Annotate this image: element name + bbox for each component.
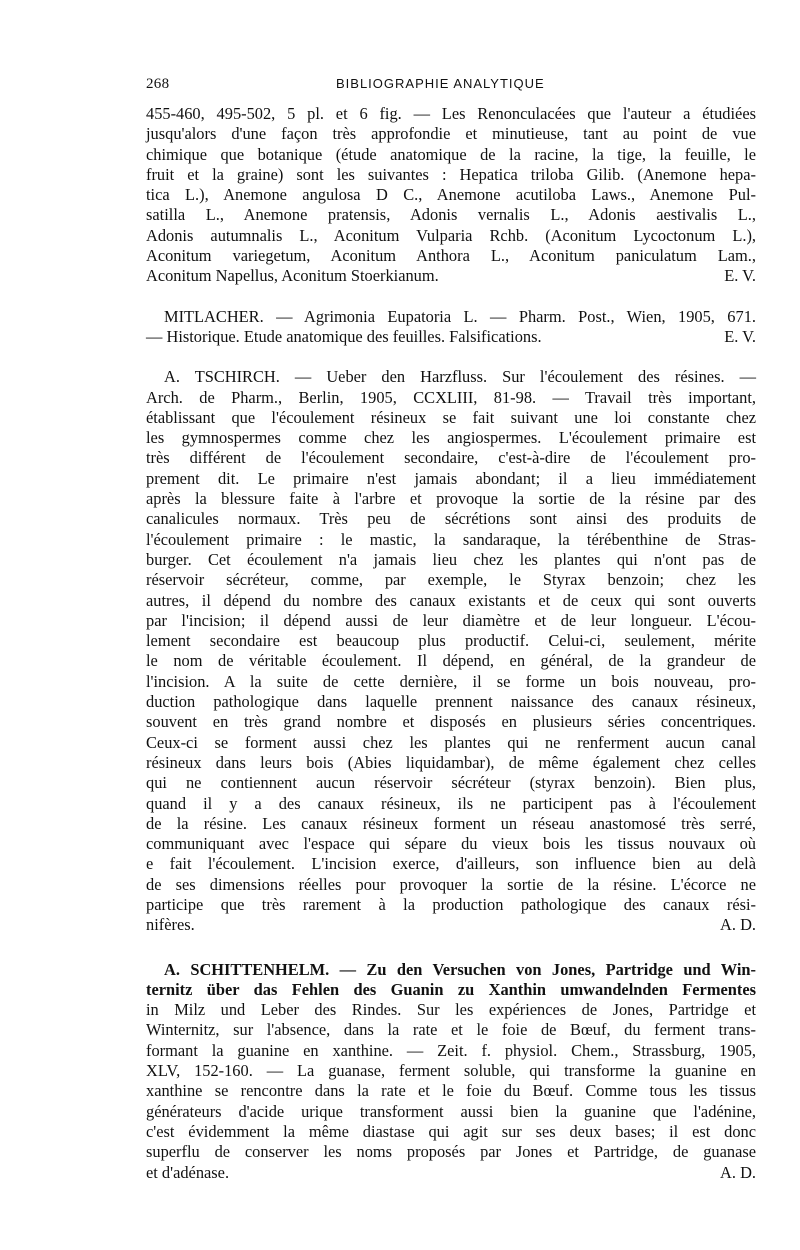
text-line — [146, 915, 756, 935]
author-signature: E. V. — [724, 326, 756, 346]
text-line: Winternitz, sur l'absence, dans la rate et le foie de Bœuf, du ferment trans- — [146, 1020, 756, 1040]
text-line: établissant que l'écoulement résineux se fait suivant une loi constante chez — [146, 407, 756, 427]
text-line: c'est évidemment la même diastase qui agit sur ses deux bases; il est donc — [146, 1121, 756, 1141]
text-line — [146, 327, 756, 347]
text-line: duction pathologique dans laquelle prennent naissance des canaux résineux, — [146, 692, 756, 712]
text-line-last: Aconitum Napellus, Aconitum Stoerkianum. — [146, 266, 439, 286]
text-line: xanthine se rencontre dans la rate et le foie du Bœuf. Comme tous les tissus — [146, 1081, 756, 1101]
text-line: résineux dans leurs bois (Abies liquidambar), de même également chez celles — [146, 752, 756, 772]
running-title: BIBLIOGRAPHIE ANALYTIQUE — [336, 76, 545, 91]
bibliography-entry — [146, 367, 756, 935]
text-line: autres, il dépend du nombre des canaux existants et de ceux qui sont ouverts — [146, 590, 756, 610]
bibliography-entry — [146, 307, 756, 348]
author-signature: E. V. — [724, 266, 756, 286]
text-line: par l'incision; il dépend aussi de leur diamètre et de leur longueur. L'écou- — [146, 610, 756, 630]
document-body — [146, 104, 756, 1183]
text-line: prement dit. Le primaire n'est jamais abondant; il a lieu immédiatement — [146, 468, 756, 488]
text-line-last: et d'adénase. — [146, 1162, 230, 1182]
text-line: tica L.), Anemone angulosa D C., Anemone acutiloba Laws., Anemone Pul- — [146, 185, 756, 205]
author-signature: A. D. — [720, 1162, 756, 1182]
bibliography-entry — [146, 104, 756, 287]
text-line: Aconitum variegetum, Aconitum Anthora L., Aconitum paniculatum Lam., — [146, 246, 756, 266]
text-line: XLV, 152-160. — La guanase, ferment soluble, qui transforme la guanine en — [146, 1061, 756, 1081]
text-line: souvent en très grand nombre et disposés en plusieurs séries concentriques. — [146, 712, 756, 732]
text-line: l'incision. A la suite de cette dernière, il se forme un bois nouveau, pro- — [146, 671, 756, 691]
text-line: jusqu'alors d'une façon très approfondie et minutieuse, tant au point de vue — [146, 124, 756, 144]
text-line: burger. Cet écoulement n'a jamais lieu chez les plantes qui n'ont pas de — [146, 549, 756, 569]
text-line: Adonis autumnalis L., Aconitum Vulparia Rchb. (Aconitum Lycoctonum L.), — [146, 225, 756, 245]
text-line: communiquant avec l'espace qui sépare du vieux bois les tissus nouvaux où — [146, 834, 756, 854]
bibliography-entry — [146, 960, 756, 1183]
text-line: MITLACHER. — Agrimonia Eupatoria L. — Pharm. Post., Wien, 1905, 671. — [164, 306, 756, 326]
text-line: ternitz über das Fehlen des Guanin zu Xanthin umwandelnden Fermentes — [146, 979, 756, 999]
text-line: canalicules normaux. Très peu de sécrétions sont ainsi des produits de — [146, 509, 756, 529]
page-number: 268 — [146, 76, 170, 92]
text-line: formant la guanine en xanthine. — Zeit. f. physiol. Chem., Strassburg, 1905, — [146, 1040, 756, 1060]
text-line: générateurs d'acide urique transforment aussi bien la guanine que l'adénine, — [146, 1101, 756, 1121]
text-line: après la blessure faite à l'arbre et provoque la sortie de la résine par des — [146, 489, 756, 509]
text-line: fruit et la graine) sont les suivantes : Hepatica triloba Gilib. (Anemone hepa- — [146, 164, 756, 184]
text-line: très différent de l'écoulement secondaire, c'est-à-dire de l'écoulement pro- — [146, 448, 756, 468]
text-line: satilla L., Anemone pratensis, Adonis vernalis L., Adonis aestivalis L., — [146, 205, 756, 225]
text-line: chimique que botanique (étude anatomique de la racine, la tige, la feuille, le — [146, 144, 756, 164]
text-line: les gymnospermes comme chez les angiospermes. L'écoulement primaire est — [146, 428, 756, 448]
text-line: A. SCHITTENHELM. — Zu den Versuchen von Jones, Partridge und Win- — [164, 959, 756, 979]
text-line: lement secondaire est beaucoup plus productif. Celui-ci, seulement, mérite — [146, 631, 756, 651]
text-line: superflu de conserver les noms proposés par Jones et Partridge, de guanase — [146, 1142, 756, 1162]
text-line — [146, 266, 756, 286]
text-line: Arch. de Pharm., Berlin, 1905, CCXLIII, 81-98. — Travail très important, — [146, 387, 756, 407]
text-line: quand il y a des canaux résineux, ils ne participent pas à l'écoulement — [146, 793, 756, 813]
text-line: de la résine. Les canaux résineux forment un réseau anastomosé très serré, — [146, 813, 756, 833]
text-line: participe que très rarement à la production pathologique des canaux rési- — [146, 894, 756, 914]
text-line: l'écoulement primaire : le mastic, la sandaraque, la térébenthine de Stras- — [146, 529, 756, 549]
text-line: réservoir sécréteur, comme, par exemple, le Styrax benzoin; chez les — [146, 570, 756, 590]
text-line — [146, 1163, 756, 1183]
text-line: qui ne contiennent aucun réservoir sécréteur (styrax benzoin). Bien plus, — [146, 773, 756, 793]
text-line: de ses dimensions réelles pour provoquer la sortie de la résine. L'écorce ne — [146, 874, 756, 894]
text-line-last: — Historique. Etude anatomique des feuilles. Falsifications. — [146, 326, 542, 346]
author-signature: A. D. — [720, 915, 756, 935]
text-line: e fait l'écoulement. L'incision exerce, d'ailleurs, son influence bien au delà — [146, 854, 756, 874]
text-line: A. TSCHIRCH. — Ueber den Harzfluss. Sur l'écoulement des résines. — — [164, 367, 756, 387]
text-line: 455-460, 495-502, 5 pl. et 6 fig. — Les Renonculacées que l'auteur a étudiées — [146, 104, 756, 123]
text-line: in Milz und Leber des Rindes. Sur les expériences de Jones, Partridge et — [146, 1000, 756, 1020]
text-line: Ceux-ci se forment aussi chez les plantes qui ne renferment aucun canal — [146, 732, 756, 752]
text-line-last: nifères. — [146, 915, 195, 935]
text-line: le nom de véritable écoulement. Il dépend, en général, de la grandeur de — [146, 651, 756, 671]
